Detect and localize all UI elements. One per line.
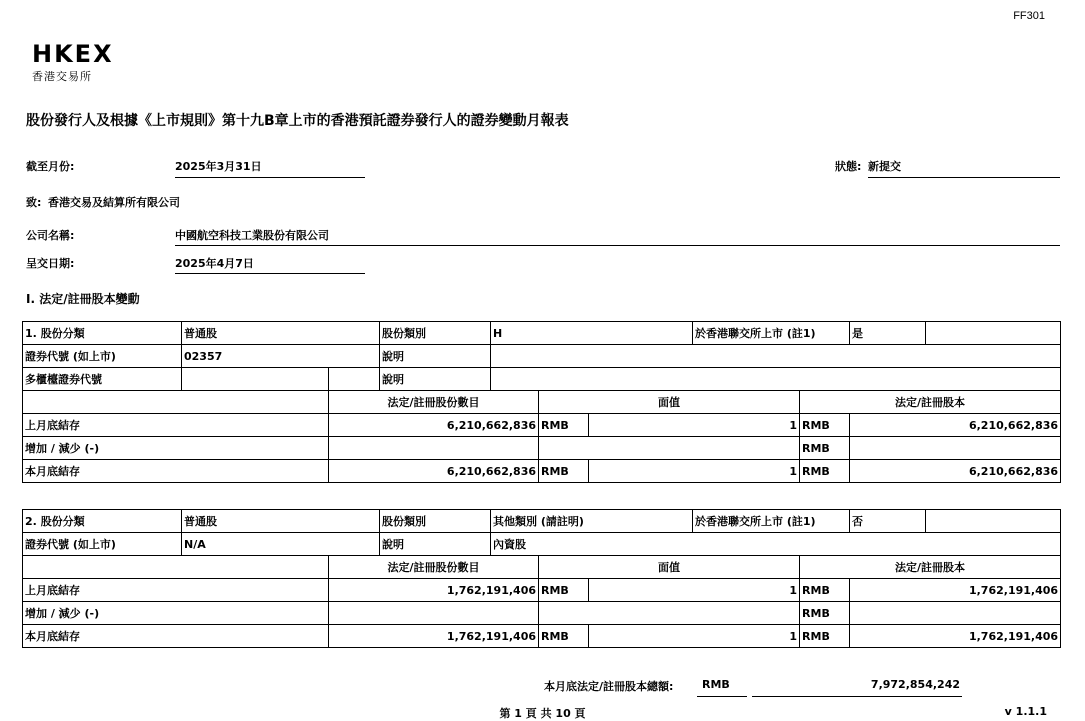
change-par — [539, 437, 800, 460]
change-capital — [850, 437, 1061, 460]
listed-label: 於香港聯交所上市 (註1) — [693, 510, 850, 533]
hkex-logo — [32, 42, 114, 84]
period-label: 截至月份: — [26, 160, 75, 173]
curr-shares: 1,762,191,406 — [329, 625, 539, 648]
prev-capital-currency: RMB — [800, 414, 850, 437]
code-value: 02357 — [182, 345, 380, 368]
prev-capital-currency: RMB — [800, 579, 850, 602]
prev-shares: 6,210,662,836 — [329, 414, 539, 437]
change-row — [23, 437, 1061, 460]
total-value-underline — [752, 696, 962, 697]
prev-balance-row — [23, 579, 1061, 602]
prev-par-value: 1 — [589, 579, 800, 602]
company-label: 公司名稱: — [26, 229, 75, 242]
code-row — [23, 345, 1061, 368]
capital-heading: 法定/註冊股本 — [800, 391, 1061, 414]
shares-heading: 法定/註冊股份數目 — [329, 391, 539, 414]
change-capital-currency: RMB — [800, 437, 850, 460]
desc-value — [491, 345, 1061, 368]
curr-capital-currency: RMB — [800, 460, 850, 483]
class-label: 股份分類 — [40, 327, 85, 340]
to-label: 致: — [26, 196, 42, 209]
blank-heading — [23, 556, 329, 579]
prev-par-currency: RMB — [539, 579, 589, 602]
curr-label: 本月底結存 — [23, 460, 329, 483]
type-value: H — [491, 322, 693, 345]
class-label: 股份分類 — [40, 515, 85, 528]
listed-value: 是 — [850, 322, 926, 345]
class-label-cell — [23, 510, 182, 533]
date-value: 2025年4月7日 — [175, 255, 365, 274]
block-number: 1. — [25, 327, 37, 340]
share-class-table-2 — [22, 509, 1061, 648]
prev-par-value: 1 — [589, 414, 800, 437]
curr-balance-row — [23, 460, 1061, 483]
type-value: 其他類別 (請註明) — [491, 510, 693, 533]
par-heading: 面值 — [539, 556, 800, 579]
change-shares — [329, 437, 539, 460]
desc-label: 說明 — [380, 368, 491, 391]
curr-capital-currency: RMB — [800, 625, 850, 648]
share-class-table-1 — [22, 321, 1061, 483]
class-value: 普通股 — [182, 510, 380, 533]
curr-capital: 6,210,662,836 — [850, 460, 1061, 483]
section-title: I. 法定/註冊股本變動 — [26, 292, 140, 306]
class-value: 普通股 — [182, 322, 380, 345]
block-number: 2. — [25, 515, 37, 528]
shares-heading: 法定/註冊股份數目 — [329, 556, 539, 579]
listed-value: 否 — [850, 510, 926, 533]
prev-capital: 1,762,191,406 — [850, 579, 1061, 602]
change-capital-currency: RMB — [800, 602, 850, 625]
code-label: 證券代號 (如上市) — [23, 533, 182, 556]
type-label: 股份類別 — [380, 322, 491, 345]
code-row — [23, 533, 1061, 556]
company-value: 中國航空科技工業股份有限公司 — [175, 227, 1060, 246]
status-label: 狀態: — [835, 160, 862, 173]
heading-row — [23, 556, 1061, 579]
total-currency-underline — [697, 696, 747, 697]
class-row — [23, 322, 1061, 345]
listed-blank — [926, 510, 1061, 533]
prev-balance-row — [23, 414, 1061, 437]
change-label: 增加 / 減少 (-) — [23, 602, 329, 625]
change-capital — [850, 602, 1061, 625]
class-row — [23, 510, 1061, 533]
prev-label: 上月底結存 — [23, 414, 329, 437]
class-label-cell — [23, 322, 182, 345]
total-currency: RMB — [702, 678, 730, 691]
date-label: 呈交日期: — [26, 257, 75, 270]
desc-label: 說明 — [380, 345, 491, 368]
change-row — [23, 602, 1061, 625]
prev-shares: 1,762,191,406 — [329, 579, 539, 602]
curr-shares: 6,210,662,836 — [329, 460, 539, 483]
page-number: 第 1 頁 共 10 頁 — [499, 707, 586, 720]
code-value: N/A — [182, 533, 380, 556]
curr-par-value: 1 — [589, 625, 800, 648]
to-value: 香港交易及結算所有限公司 — [48, 196, 180, 209]
total-value: 7,972,854,242 — [870, 678, 960, 691]
logo-sub-text: 香港交易所 — [32, 70, 92, 83]
prev-capital: 6,210,662,836 — [850, 414, 1061, 437]
prev-label: 上月底結存 — [23, 579, 329, 602]
listed-blank — [926, 322, 1061, 345]
multi-desc-value — [491, 368, 1061, 391]
version-label: v 1.1.1 — [1004, 705, 1047, 718]
par-heading: 面值 — [539, 391, 800, 414]
period-value: 2025年3月31日 — [175, 158, 365, 178]
heading-row — [23, 391, 1061, 414]
prev-par-currency: RMB — [539, 414, 589, 437]
curr-label: 本月底結存 — [23, 625, 329, 648]
type-label: 股份類別 — [380, 510, 491, 533]
multi-value — [182, 368, 329, 391]
multi-blank — [329, 368, 380, 391]
total-label: 本月底法定/註冊股本總額: — [544, 680, 674, 693]
multi-row — [23, 368, 1061, 391]
curr-par-currency: RMB — [539, 625, 589, 648]
form-code: FF301 — [1013, 10, 1045, 22]
change-par — [539, 602, 800, 625]
change-shares — [329, 602, 539, 625]
curr-capital: 1,762,191,406 — [850, 625, 1061, 648]
curr-par-value: 1 — [589, 460, 800, 483]
status-value: 新提交 — [868, 158, 1060, 178]
logo-main-text: HKEX — [32, 40, 114, 68]
capital-heading: 法定/註冊股本 — [800, 556, 1061, 579]
change-label: 增加 / 減少 (-) — [23, 437, 329, 460]
desc-value: 內資股 — [491, 533, 1061, 556]
code-label: 證券代號 (如上市) — [23, 345, 182, 368]
desc-label: 說明 — [380, 533, 491, 556]
blank-heading — [23, 391, 329, 414]
listed-label: 於香港聯交所上市 (註1) — [693, 322, 850, 345]
multi-label: 多櫃檯證券代號 — [23, 368, 182, 391]
curr-par-currency: RMB — [539, 460, 589, 483]
form-title: 股份發行人及根據《上市規則》第十九B章上市的香港預託證券發行人的證券變動月報表 — [26, 113, 569, 129]
curr-balance-row — [23, 625, 1061, 648]
